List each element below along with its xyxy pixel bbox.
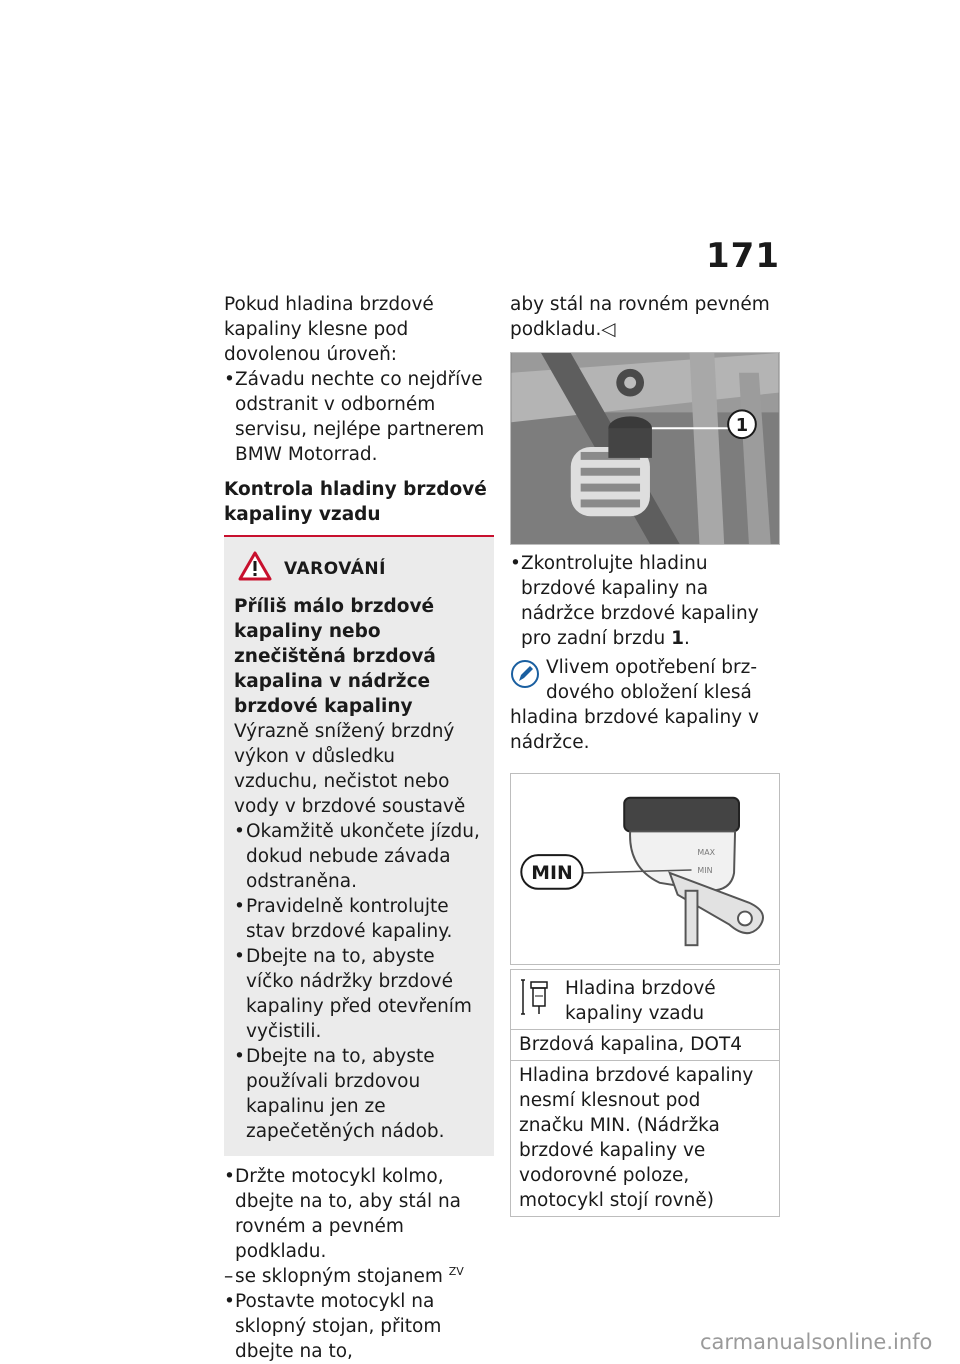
rear-brake-reservoir-photo — [510, 352, 780, 545]
bullet-dot: • — [224, 369, 235, 390]
bullet-dot: • — [234, 1046, 245, 1067]
bullet-dot: • — [234, 946, 245, 967]
max-mark: MAX — [697, 848, 716, 858]
warning-triangle-icon — [238, 551, 272, 588]
warning-title: Příliš málo brzdové kapaliny nebo znečištěná brzdová kapalina v nádržce brzdové kapaliny — [234, 596, 436, 717]
intro-bullet-text: Závadu nechte co nejdříve odstranit v odborném servisu, nejlépe partnerem BMW Motorrad. — [235, 369, 485, 465]
warning-bullet-text: Pravidelně kontrolujte stav brzdové kapaliny. — [246, 896, 453, 942]
info-line: hladina brzdové kapaliny v nádržce. — [510, 707, 759, 753]
bullet-dot: • — [234, 821, 245, 842]
warning-bullet — [234, 819, 484, 894]
step-hold-upright — [224, 1164, 494, 1264]
warning-header — [238, 551, 484, 588]
spec-fluid: Brzdová kapalina, DOT4 — [511, 1029, 779, 1060]
watermark: carmanualsonline.info — [700, 1330, 933, 1354]
spec-note: Hladina brzdové kapaliny nesmí klesnout pod značku MIN. (Nádržka brzdové kapaliny ve vodorovné poloze, motocykl stojí rovně) — [511, 1060, 779, 1216]
info-line: dového obložení klesá — [546, 682, 752, 703]
right-column — [510, 292, 780, 1217]
left-column — [224, 292, 494, 1364]
warning-bullet — [234, 1044, 484, 1144]
warning-bullet-text: Dbejte na to, abyste víčko nádržky brzdové kapaliny před otevřením vyčistili. — [246, 946, 472, 1042]
step-text: Zkontrolujte hladinu brzdové kapaliny na nádržce brzdové kapaliny pro zadní brzdu — [521, 553, 759, 649]
continuation-text: aby stál na rovném pevném podkladu.◁ — [510, 294, 770, 340]
dash: – — [224, 1266, 234, 1287]
condition-text: se sklopným stojanem — [235, 1266, 443, 1287]
condition-line — [224, 1264, 494, 1289]
bullet-dot: • — [224, 1291, 235, 1312]
photo-callout-number: 1 — [735, 415, 749, 437]
fluid-level-icon — [519, 976, 555, 1026]
warning-bullet-text: Okamžitě ukončete jízdu, dokud nebude závada odstraněna. — [246, 821, 480, 892]
step-text: Držte motocykl kolmo, dbejte na to, aby stál na rovném a pevném podkladu. — [235, 1166, 462, 1262]
bullet-dot: • — [510, 553, 521, 574]
bullet-dot: • — [234, 896, 245, 917]
page-number: 171 — [706, 236, 780, 276]
spec-table — [510, 969, 780, 1217]
spec-header — [511, 970, 779, 1029]
step-side-stand — [224, 1289, 494, 1364]
section-title: Kontrola hladiny brzdové kapaliny vzadu — [224, 479, 487, 525]
info-line: Vlivem opotřebení brz- — [546, 657, 757, 678]
bullet-dot: • — [224, 1166, 235, 1187]
warning-bullet — [234, 894, 484, 944]
warning-bullet — [234, 944, 484, 1044]
info-note — [510, 655, 780, 755]
optional-equipment-marker: ZV — [448, 1264, 464, 1278]
step-text: Postavte motocykl na sklopný stojan, přitom dbejte na to, — [235, 1291, 442, 1362]
warning-text: Výrazně snížený brzdný výkon v důsledku vzduchu, nečistot nebo vody v brzdové soustavě — [234, 721, 466, 817]
warning-label: VAROVÁNÍ — [284, 559, 386, 579]
reference-number: 1 — [671, 628, 684, 649]
intro-bullet — [224, 367, 494, 467]
info-pencil-icon — [510, 659, 540, 696]
intro-text: Pokud hladina brzdové kapaliny klesne pod dovolenou úroveň: — [224, 294, 434, 365]
warning-box — [224, 537, 494, 1156]
min-callout-label: MIN — [531, 862, 573, 884]
reservoir-min-diagram — [510, 773, 780, 965]
spec-title: Hladina brzdové kapaliny vzadu — [565, 978, 716, 1024]
min-mark: MIN — [697, 865, 713, 875]
warning-bullet-text: Dbejte na to, abyste používali brzdovou kapalinu jen ze zapečetěných nádob. — [246, 1046, 445, 1142]
step-check-level: • Zkontrolujte hladinu brzdové kapaliny na nádržce brzdové kapaliny pro zadní brzdu 1. — [510, 553, 759, 649]
